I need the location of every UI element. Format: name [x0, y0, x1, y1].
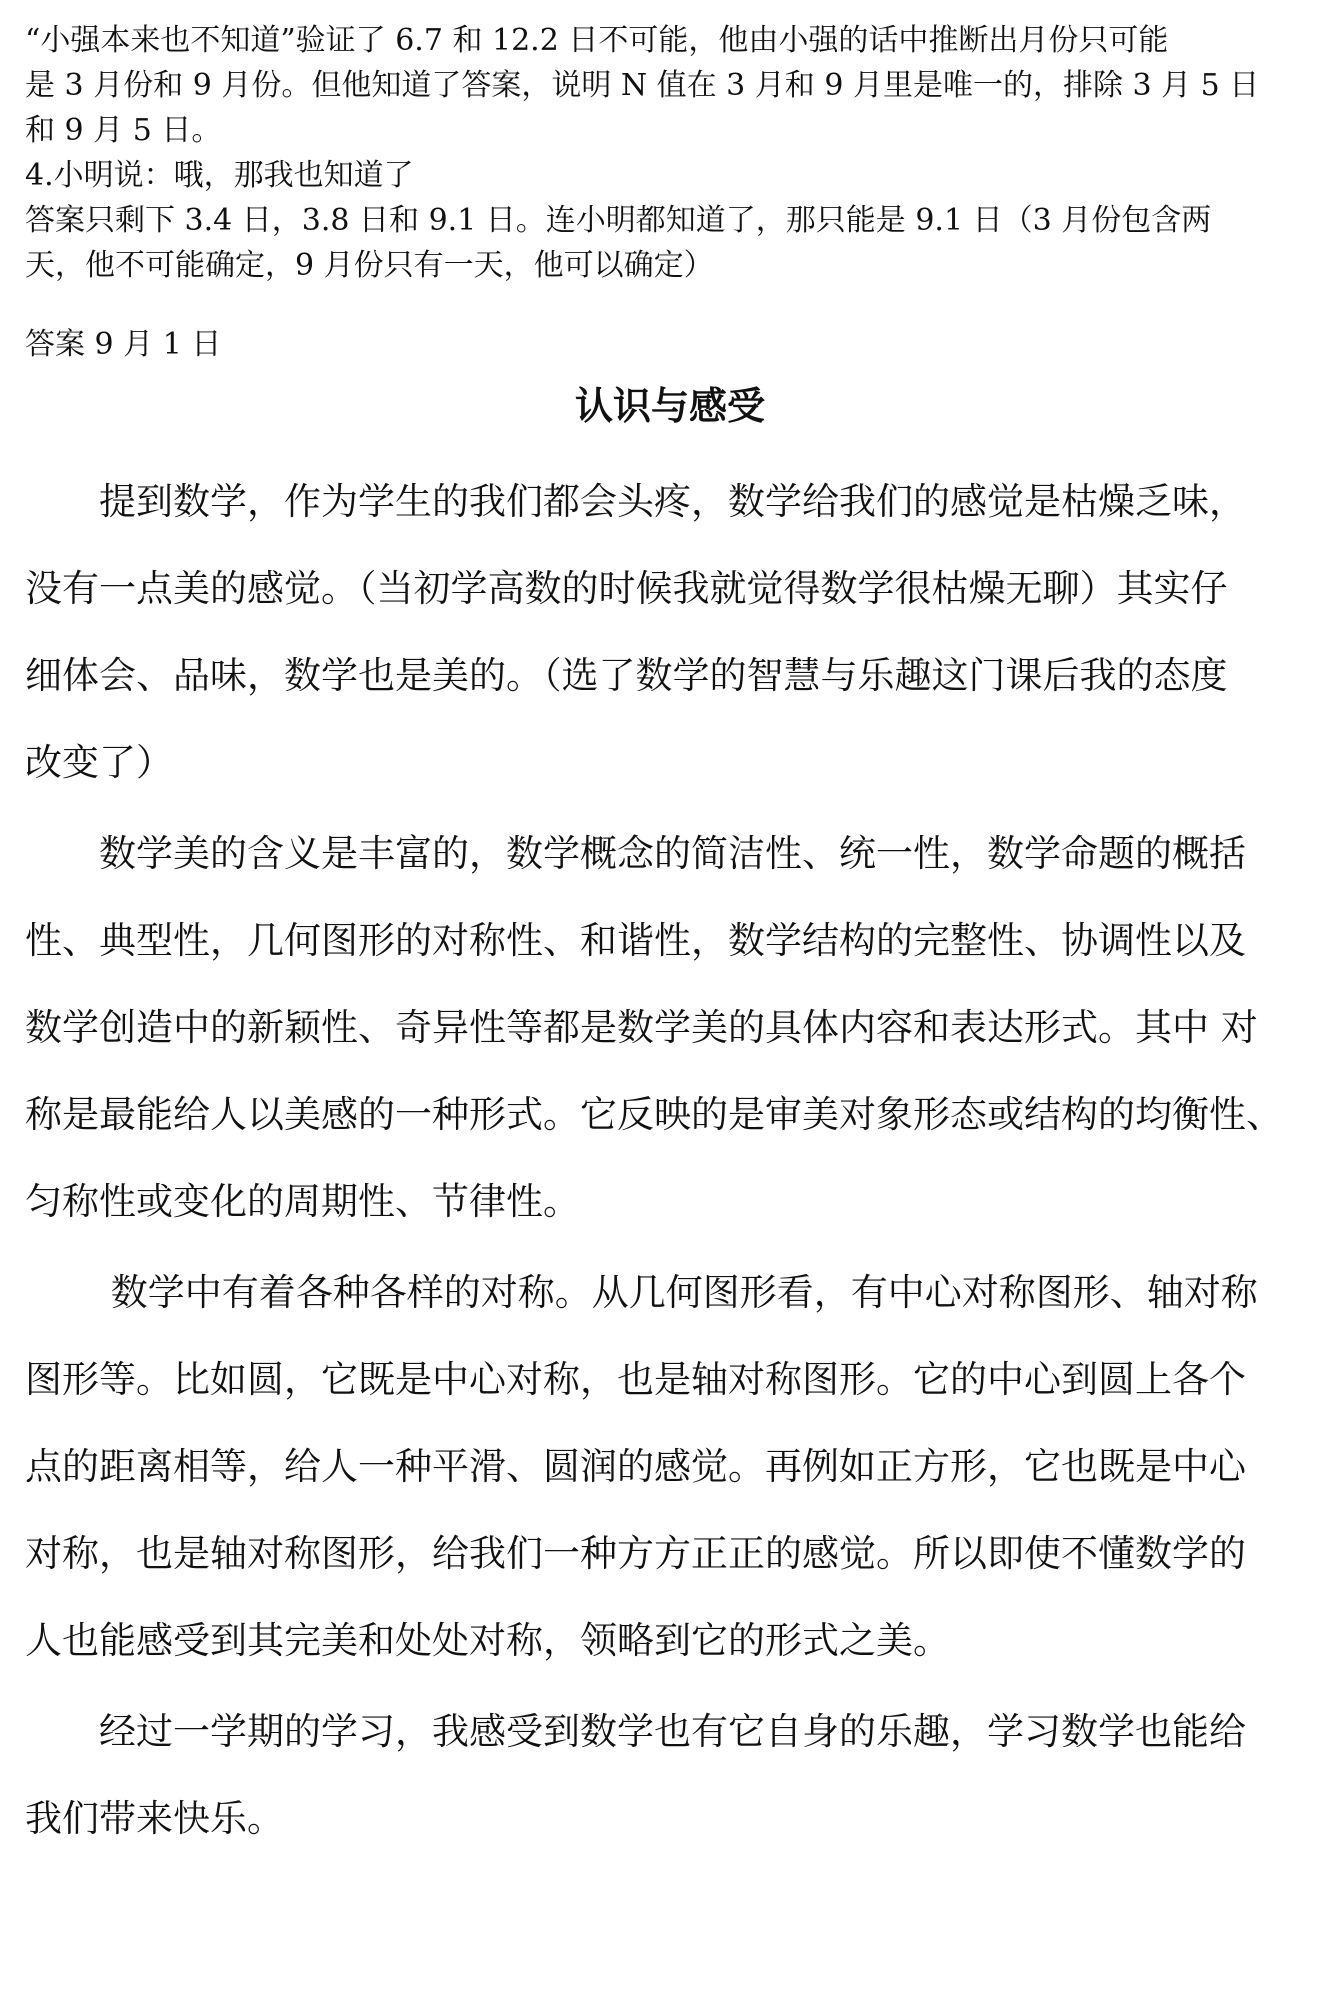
- text-line: 数学美的含义是丰富的，数学概念的简洁性、统一性，数学命题的概括: [25, 832, 1246, 875]
- text-line: 人也能感受到其完美和处处对称，领略到它的形式之美。: [25, 1619, 950, 1662]
- answer-line: 答案 9 月 1 日: [25, 327, 222, 362]
- text-line: 称是最能给人以美感的一种形式。它反映的是审美对象形态或结构的均衡性、: [25, 1093, 1283, 1136]
- text-line: 细体会、品味，数学也是美的。（选了数学的智慧与乐趣这门课后我的态度: [25, 654, 1228, 697]
- text-line: 答案只剩下 3.4 日，3.8 日和 9.1 日。连小明都知道了，那只能是 9.1 日（3 月份包含两: [25, 203, 1212, 238]
- text-line: “小强本来也不知道”验证了 6.7 和 12.2 日不可能，他由小强的话中推断出月份只可能: [25, 23, 1169, 58]
- text-line: 天，他不可能确定，9 月份只有一天，他可以确定）: [25, 248, 714, 283]
- text-line: 数学创造中的新颖性、奇异性等都是数学美的具体内容和表达形式。其中 对: [25, 1006, 1258, 1049]
- text-line: 对称，也是轴对称图形，给我们一种方方正正的感觉。所以即使不懂数学的: [25, 1532, 1246, 1575]
- text-line: 经过一学期的学习，我感受到数学也有它自身的乐趣，学习数学也能给: [25, 1710, 1246, 1753]
- essay-body: [25, 458, 1325, 1862]
- text-line: 我们带来快乐。: [25, 1797, 284, 1840]
- text-line: 提到数学，作为学生的我们都会头疼，数学给我们的感觉是枯燥乏味，: [25, 480, 1246, 523]
- paragraph-3: [25, 1249, 1325, 1684]
- text-line: 数学中有着各种各样的对称。从几何图形看，有中心对称图形、轴对称: [25, 1271, 1258, 1314]
- solution-explanation: [25, 18, 1325, 288]
- paragraph-2: [25, 810, 1325, 1245]
- text-line: 和 9 月 5 日。: [25, 113, 222, 148]
- text-line: 性、典型性，几何图形的对称性、和谐性，数学结构的完整性、协调性以及: [25, 919, 1246, 962]
- text-line: 4.小明说：哦，那我也知道了: [25, 158, 414, 193]
- text-line: 改变了）: [25, 741, 173, 784]
- text-line: 没有一点美的感觉。（当初学高数的时候我就觉得数学很枯燥无聊）其实仔: [25, 567, 1228, 610]
- text-line: 图形等。比如圆，它既是中心对称，也是轴对称图形。它的中心到圆上各个: [25, 1358, 1246, 1401]
- text-line: 点的距离相等，给人一种平滑、圆润的感觉。再例如正方形，它也既是中心: [25, 1445, 1246, 1488]
- paragraph-4: [25, 1688, 1325, 1862]
- text-line: 是 3 月份和 9 月份。但他知道了答案，说明 N 值在 3 月和 9 月里是唯一的，排除 3 月 5 日: [25, 68, 1260, 103]
- paragraph-1: [25, 458, 1325, 806]
- essay-title: 认识与感受: [574, 383, 765, 428]
- text-line: 匀称性或变化的周期性、节律性。: [25, 1180, 580, 1223]
